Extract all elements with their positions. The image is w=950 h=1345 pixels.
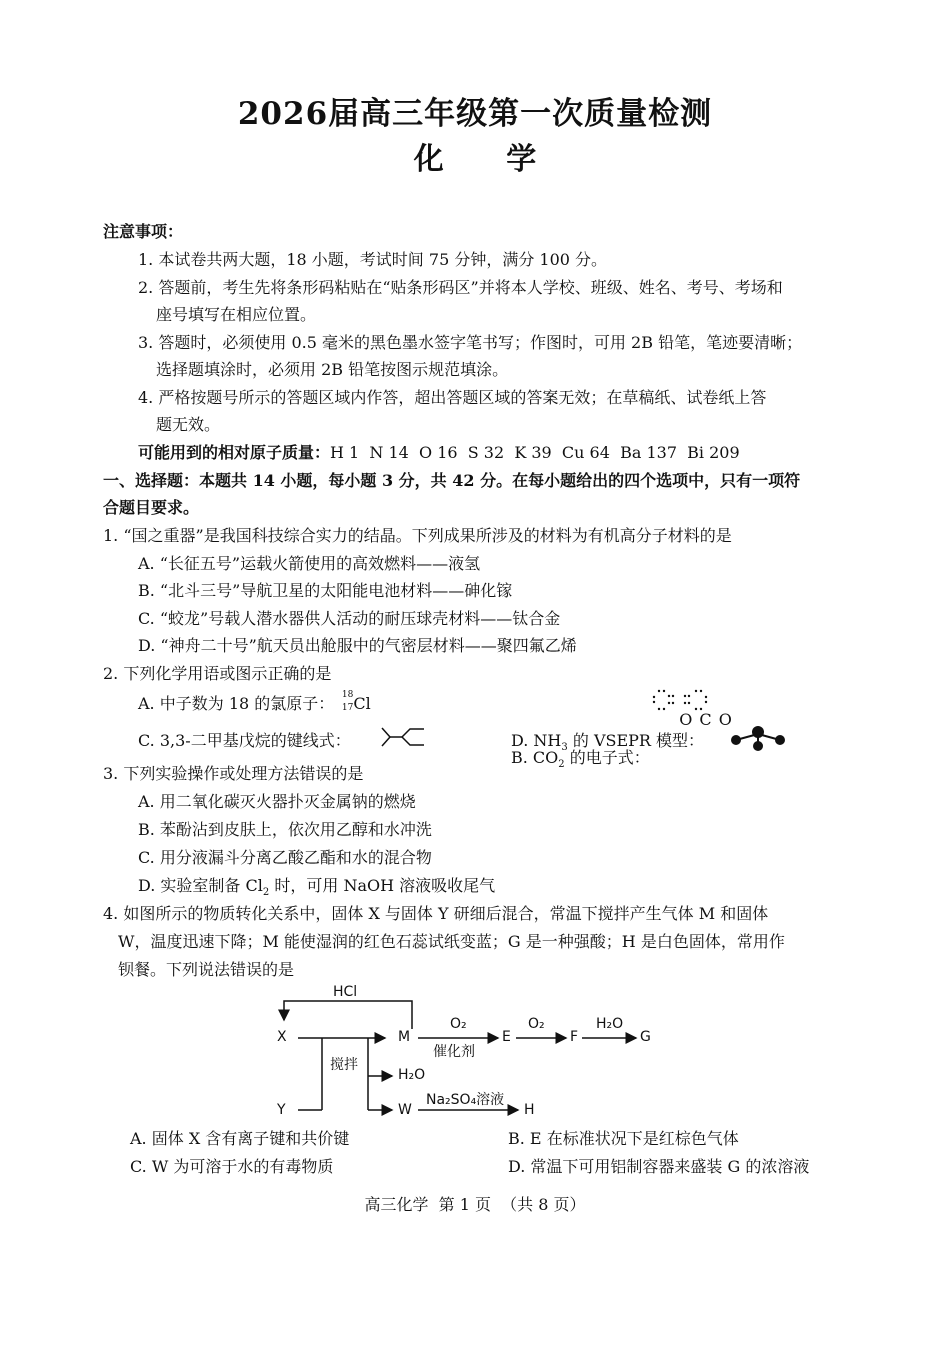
q2-option-d-text: D. NH bbox=[511, 731, 562, 750]
q3-stem: 3. 下列实验操作或处理方法错误的是 bbox=[103, 764, 364, 783]
diagram-node-e: E bbox=[502, 1029, 511, 1045]
notice-item: 座号填写在相应位置。 bbox=[156, 305, 317, 324]
q3-option-d-post: 时，可用 NaOH 溶液吸收尾气 bbox=[269, 876, 496, 895]
q3-option-c: C. 用分液漏斗分离乙酸乙酯和水的混合物 bbox=[138, 848, 432, 867]
diagram-node-w: W bbox=[398, 1102, 412, 1118]
q2-option-b-rest: 的电子式： bbox=[564, 748, 650, 767]
diagram-node-h2o: H₂O bbox=[398, 1067, 426, 1083]
notice-item: 4. 严格按题号所示的答题区域内作答，超出答题区域的答案无效；在草稿纸、试卷纸上答 bbox=[138, 388, 767, 407]
q2-option-b-text: B. CO bbox=[511, 748, 559, 767]
atomic-mass-values: H 1 N 14 O 16 S 32 K 39 Cu 64 Ba 137 Bi 209 bbox=[330, 443, 740, 462]
q4-option-c: C. W 为可溶于水的有毒物质 bbox=[130, 1157, 334, 1176]
q4-option-d: D. 常温下可用铝制容器来盛装 G 的浓溶液 bbox=[508, 1157, 810, 1176]
q1-option-c: C. “蛟龙”号载人潜水器供人活动的耐压球壳材料——钛合金 bbox=[138, 609, 561, 628]
q2-option-a-text: A. 中子数为 18 的氯原子： bbox=[138, 694, 335, 713]
q2-option-b-sub: 2 bbox=[558, 759, 565, 771]
diagram-label-hcl: HCl bbox=[333, 984, 358, 1000]
diagram-label-stir: 搅拌 bbox=[330, 1057, 358, 1073]
notice-item: 选择题填涂时，必须用 2B 铅笔按图示规范填涂。 bbox=[156, 360, 509, 379]
section1-heading-cont: 合题目要求。 bbox=[103, 498, 200, 517]
hcl-arrow bbox=[284, 1001, 412, 1029]
diagram-label-o2: O₂ bbox=[528, 1016, 545, 1032]
q1-option-d: D. “神舟二十号”航天员出舱服中的气密层材料——聚四氟乙烯 bbox=[138, 636, 577, 655]
page-footer: 高三化学 第 1 页 （共 8 页） bbox=[364, 1195, 586, 1214]
q4-stem-cont: W，温度迅速下降；M 能使湿润的红色石蕊试纸变蓝；G 是一种强酸；H 是白色固体，常用作 bbox=[118, 932, 785, 951]
q2-stem: 2. 下列化学用语或图示正确的是 bbox=[103, 664, 332, 683]
diagram-label-h2o: H₂O bbox=[596, 1016, 624, 1032]
notice-heading: 注意事项： bbox=[103, 222, 184, 241]
q2-option-c-text: C. 3,3-二甲基戊烷的键线式： bbox=[138, 731, 351, 750]
atomic-mass-label: 可能用到的相对原子质量： bbox=[138, 443, 331, 462]
diagram-node-y: Y bbox=[277, 1102, 286, 1118]
co2-formula-atoms: O C O bbox=[679, 710, 733, 729]
q2-option-d-sub: 3 bbox=[561, 742, 568, 754]
notice-item: 1. 本试卷共两大题，18 小题，考试时间 75 分钟，满分 100 分。 bbox=[138, 250, 608, 269]
atomic-number: 17 bbox=[341, 702, 354, 713]
notice-item: 题无效。 bbox=[156, 415, 221, 434]
q4-option-b: B. E 在标准状况下是红棕色气体 bbox=[508, 1129, 739, 1148]
diagram-label-catalyst: 催化剂 bbox=[433, 1044, 475, 1060]
notice-item: 3. 答题时，必须使用 0.5 毫米的黑色墨水签字笔书写；作图时，可用 2B 铅笔，笔迹要清晰； bbox=[138, 333, 803, 352]
diagram-node-m: M bbox=[398, 1029, 411, 1045]
diagram-node-g: G bbox=[640, 1029, 651, 1045]
q4-stem-cont: 钡餐。下列说法错误的是 bbox=[118, 960, 295, 979]
diagram-node-h: H bbox=[524, 1102, 535, 1118]
q4-stem: 4. 如图所示的物质转化关系中，固体 X 与固体 Y 研细后混合，常温下搅拌产生气体 M 和固体 bbox=[103, 904, 769, 923]
diagram-node-f: F bbox=[570, 1029, 579, 1045]
q3-option-d-pre: D. 实验室制备 Cl bbox=[138, 876, 263, 895]
mass-number: 18 bbox=[341, 689, 354, 700]
q2-option-d-rest: 的 VSEPR 模型： bbox=[567, 731, 705, 750]
q1-stem: 1. “国之重器”是我国科技综合实力的结晶。下列成果所涉及的材料为有机高分子材料的是 bbox=[103, 526, 732, 545]
q1-option-b: B. “北斗三号”导航卫星的太阳能电池材料——砷化镓 bbox=[138, 581, 513, 600]
q3-option-d-sub: 2 bbox=[262, 887, 270, 899]
section1-heading: 一、选择题：本题共 14 小题，每小题 3 分，共 42 分。在每小题给出的四个选项中，只有一项符 bbox=[103, 471, 801, 490]
chlorine-symbol: Cl bbox=[353, 694, 371, 713]
q3-option-a: A. 用二氧化碳灭火器扑灭金属钠的燃烧 bbox=[138, 792, 416, 811]
subject-title: 化 学 bbox=[413, 142, 563, 177]
q1-option-a: A. “长征五号”运载火箭使用的高效燃料——液氢 bbox=[138, 554, 481, 573]
diagram-node-x: X bbox=[277, 1029, 287, 1045]
diagram-label-na2so4: Na₂SO₄溶液 bbox=[426, 1092, 505, 1108]
notice-item: 2. 答题前，考生先将条形码粘贴在“贴条形码区”并将本人学校、班级、姓名、考号、考场和 bbox=[138, 278, 783, 297]
q3-option-b: B. 苯酚沾到皮肤上，依次用乙醇和水冲洗 bbox=[138, 820, 432, 839]
exam-title: 2026届高三年级第一次质量检测 bbox=[237, 96, 713, 132]
diagram-label-o2: O₂ bbox=[450, 1016, 467, 1032]
q4-option-a: A. 固体 X 含有离子键和共价键 bbox=[130, 1129, 350, 1148]
